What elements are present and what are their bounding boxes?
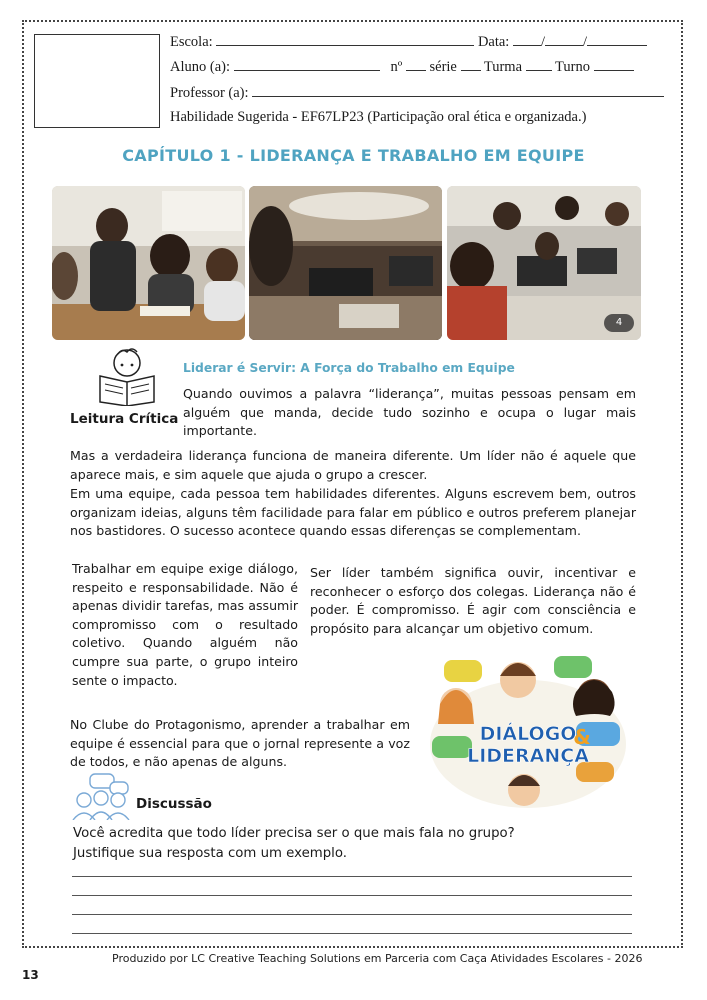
footer-credit: Produzido por LC Creative Teaching Solutions em Parceria com Caça Atividades Escolares - 2026 xyxy=(112,952,643,965)
photo-count: 4 xyxy=(615,317,623,328)
turno-label: Turno xyxy=(555,59,590,75)
numero-field[interactable] xyxy=(406,58,426,71)
chapter-title: CAPÍTULO 1 - LIDERANÇA E TRABALHO EM EQUIPE xyxy=(122,146,585,165)
question-line-1: Você acredita que todo líder precisa ser o que mais fala no grupo? xyxy=(73,826,515,841)
photo-students-reading xyxy=(52,186,245,340)
header-line-aluno xyxy=(170,58,634,76)
student-photo-box xyxy=(34,34,160,128)
data-label: Data: xyxy=(477,34,510,50)
header-line-professor xyxy=(170,84,664,102)
reading-person-icon xyxy=(96,346,158,406)
data-month-field[interactable] xyxy=(545,33,583,46)
discussao-label: Discussão xyxy=(136,796,212,812)
escola-label: Escola: xyxy=(170,34,213,50)
illustration-title-line2: LIDERANÇA xyxy=(467,745,589,767)
answer-line[interactable] xyxy=(72,876,632,877)
answer-line[interactable] xyxy=(72,933,632,934)
numero-label: nº xyxy=(390,59,403,75)
paragraph-5: Ser líder também significa ouvir, incentivar e reconhecer o esforço dos colegas. Liderança não é poder. É compromisso. É agir com consciência e propósito para alcançar um objetivo comum. xyxy=(310,565,636,636)
paragraph-4: Trabalhar em equipe exige diálogo, respeito e responsabilidade. Não é apenas dividir tarefas, mas assumir compromisso com o resultado coletivo. Quando alguém não cumpre sua parte, o grupo inteiro sente o impacto. xyxy=(72,561,298,688)
serie-label: série xyxy=(429,59,457,75)
date-slash: / xyxy=(540,34,545,50)
page-number: 13 xyxy=(22,968,39,982)
professor-field[interactable] xyxy=(252,84,664,97)
answer-line[interactable] xyxy=(72,914,632,915)
photo-group-laptops xyxy=(447,186,641,340)
paragraph-3: Em uma equipe, cada pessoa tem habilidades diferentes. Alguns escrevem bem, outros organizam ideias, alguns têm facilidade para falar em público e outros preferem planejar nos bastidores. O sucesso acontece quando essas diferenças se complementam. xyxy=(70,486,636,539)
paragraph-2: Mas a verdadeira liderança funciona de maneira diferente. Um líder não é aquele que aparece mais, e sim aquele que ajuda o grupo a crescer. xyxy=(70,448,636,482)
aluno-label: Aluno (a): xyxy=(170,59,230,75)
illustration-title-line1: DIÁLOGO xyxy=(479,723,577,745)
illustration-ampersand: & xyxy=(573,725,591,749)
professor-label: Professor (a): xyxy=(170,85,249,101)
turma-label: Turma xyxy=(483,59,523,75)
leitura-critica-label: Leitura Crítica xyxy=(70,411,179,427)
question-line-2: Justifique sua resposta com um exemplo. xyxy=(73,846,347,861)
reading-subtitle: Liderar é Servir: A Força do Trabalho em Equipe xyxy=(183,361,515,375)
habilidade-text: Habilidade Sugerida - EF67LP23 (Participação oral ética e organizada.) xyxy=(170,109,587,125)
data-day-field[interactable] xyxy=(513,33,541,46)
dialogo-lideranca-illustration xyxy=(426,652,630,812)
serie-field[interactable] xyxy=(461,58,481,71)
photo-classroom-laptops xyxy=(249,186,442,340)
answer-line[interactable] xyxy=(72,895,632,896)
date-slash: / xyxy=(583,34,588,50)
header-line-escola xyxy=(170,33,647,51)
photo-count-badge xyxy=(604,314,634,332)
turno-field[interactable] xyxy=(594,58,634,71)
paragraph-6: No Clube do Protagonismo, aprender a trabalhar em equipe é essencial para que o jornal represente a voz de todos, e não apenas de alguns. xyxy=(70,717,410,770)
data-year-field[interactable] xyxy=(587,33,647,46)
aluno-field[interactable] xyxy=(234,58,380,71)
turma-field[interactable] xyxy=(526,58,552,71)
paragraph-1: Quando ouvimos a palavra “liderança”, muitas pessoas pensam em alguém que manda, decide tudo sozinho e ocupa o lugar mais importante. xyxy=(183,386,636,439)
escola-field[interactable] xyxy=(216,33,474,46)
discussion-people-icon xyxy=(70,772,132,820)
